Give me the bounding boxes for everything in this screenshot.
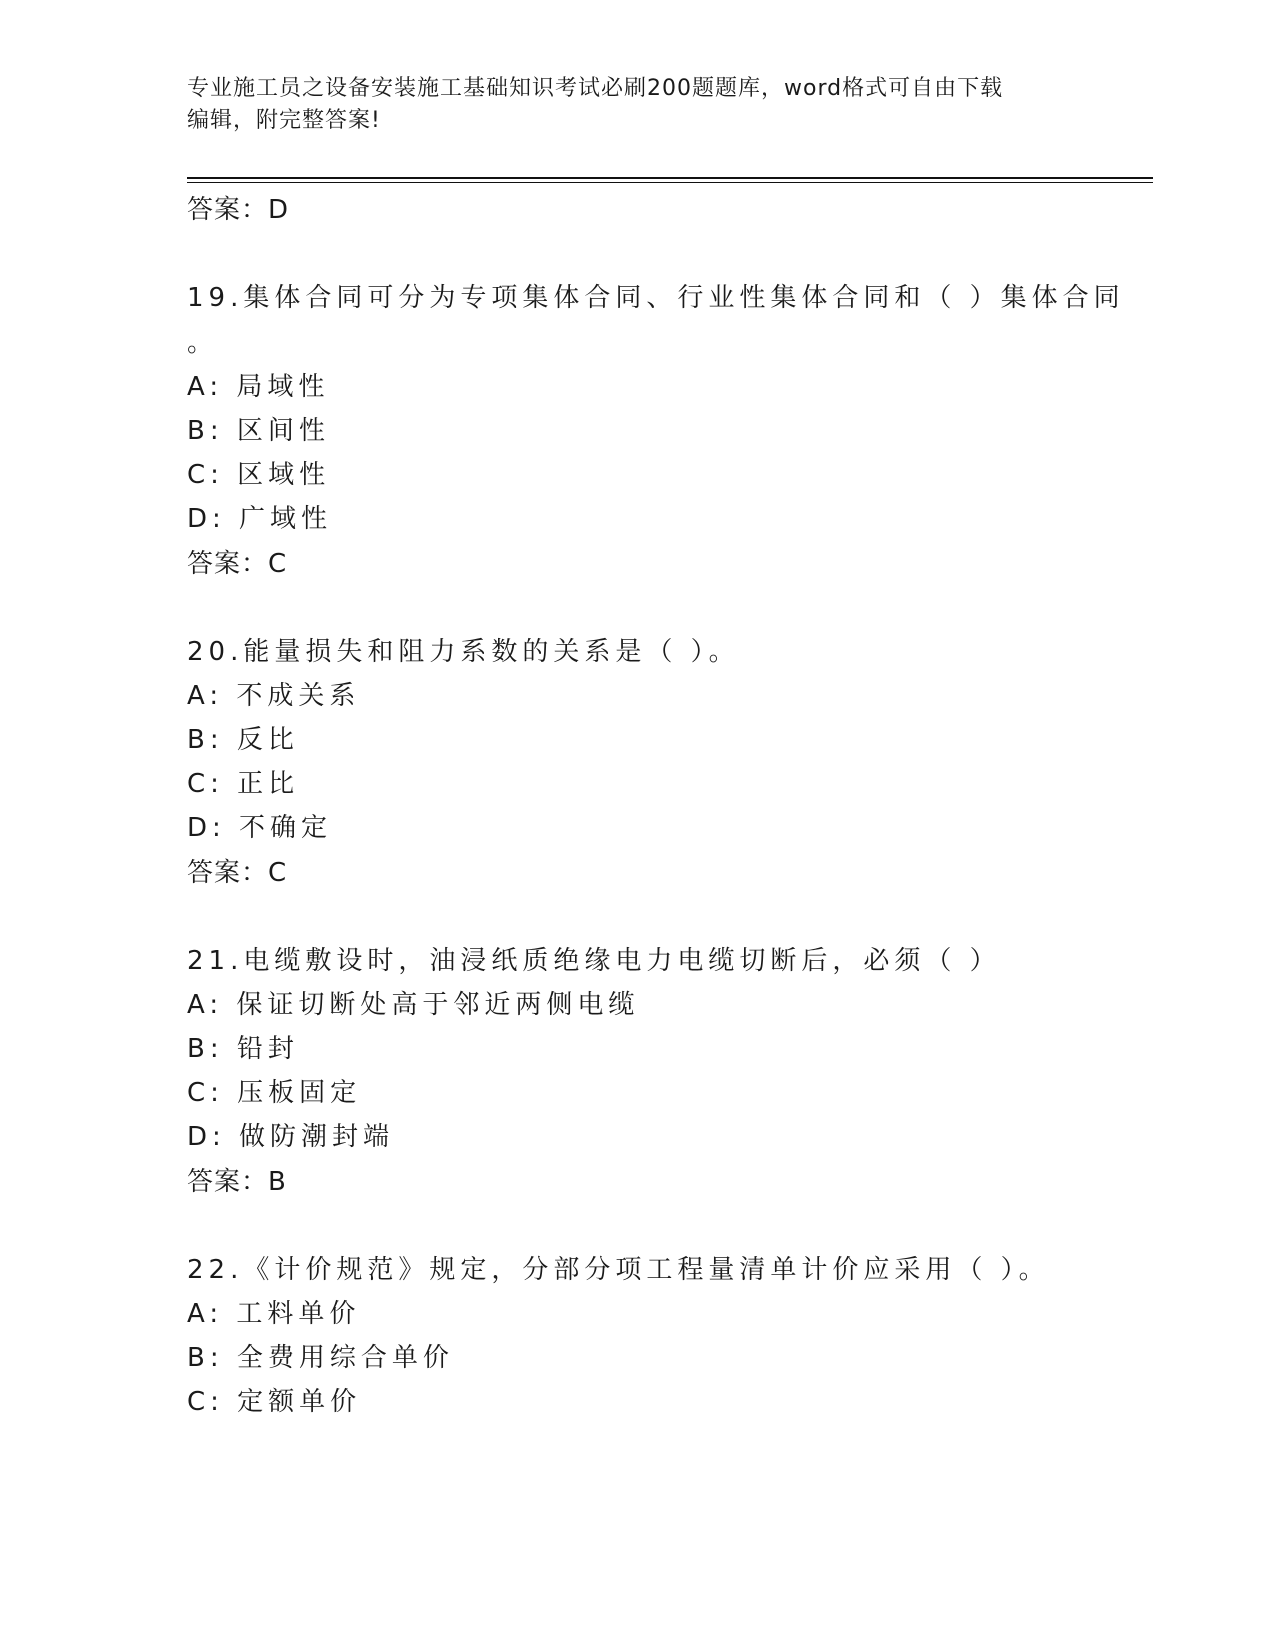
question-22-option-b: B: 全费用综合单价 <box>187 1343 454 1373</box>
document-header <box>187 73 1067 137</box>
header-divider-thick <box>187 177 1153 179</box>
question-22-option-a: A: 工料单价 <box>187 1299 361 1329</box>
header-title-line-2: 编辑，附完整答案! <box>187 108 381 133</box>
question-21-option-b: B: 铅封 <box>187 1034 299 1064</box>
question-19-option-a: A: 局域性 <box>187 372 330 402</box>
question-21-option-d: D: 做防潮封端 <box>187 1122 395 1152</box>
question-21-answer: 答案：B <box>187 1167 287 1197</box>
question-19-stem: 19.集体合同可分为专项集体合同、行业性集体合同和（ ）集体合同 <box>187 283 1125 313</box>
question-19-stem-continuation: 。 <box>187 328 219 358</box>
question-21-stem: 21.电缆敷设时，油浸纸质绝缘电力电缆切断后，必须（ ） <box>187 946 1001 976</box>
question-22-stem: 22.《计价规范》规定，分部分项工程量清单计价应采用（ ）。 <box>187 1255 1050 1285</box>
question-20-option-b: B: 反比 <box>187 725 299 755</box>
answer-q18: 答案：D <box>187 195 290 225</box>
question-19-option-b: B: 区间性 <box>187 416 330 446</box>
question-19-option-d: D: 广域性 <box>187 504 333 534</box>
question-20-option-d: D: 不确定 <box>187 813 333 843</box>
question-22-option-c: C: 定额单价 <box>187 1387 362 1417</box>
question-19-option-c: C: 区域性 <box>187 460 331 490</box>
question-19-answer: 答案：C <box>187 549 288 579</box>
question-20-option-c: C: 正比 <box>187 769 300 799</box>
header-title-line-1: 专业施工员之设备安装施工基础知识考试必刷200题题库，word格式可自由下载 <box>187 76 1004 101</box>
question-21-option-c: C: 压板固定 <box>187 1078 362 1108</box>
question-20-answer: 答案：C <box>187 858 288 888</box>
question-20-stem: 20.能量损失和阻力系数的关系是（ ）。 <box>187 637 740 667</box>
question-21-option-a: A: 保证切断处高于邻近两侧电缆 <box>187 990 640 1020</box>
header-divider-thin <box>187 182 1153 183</box>
question-20-option-a: A: 不成关系 <box>187 681 361 711</box>
